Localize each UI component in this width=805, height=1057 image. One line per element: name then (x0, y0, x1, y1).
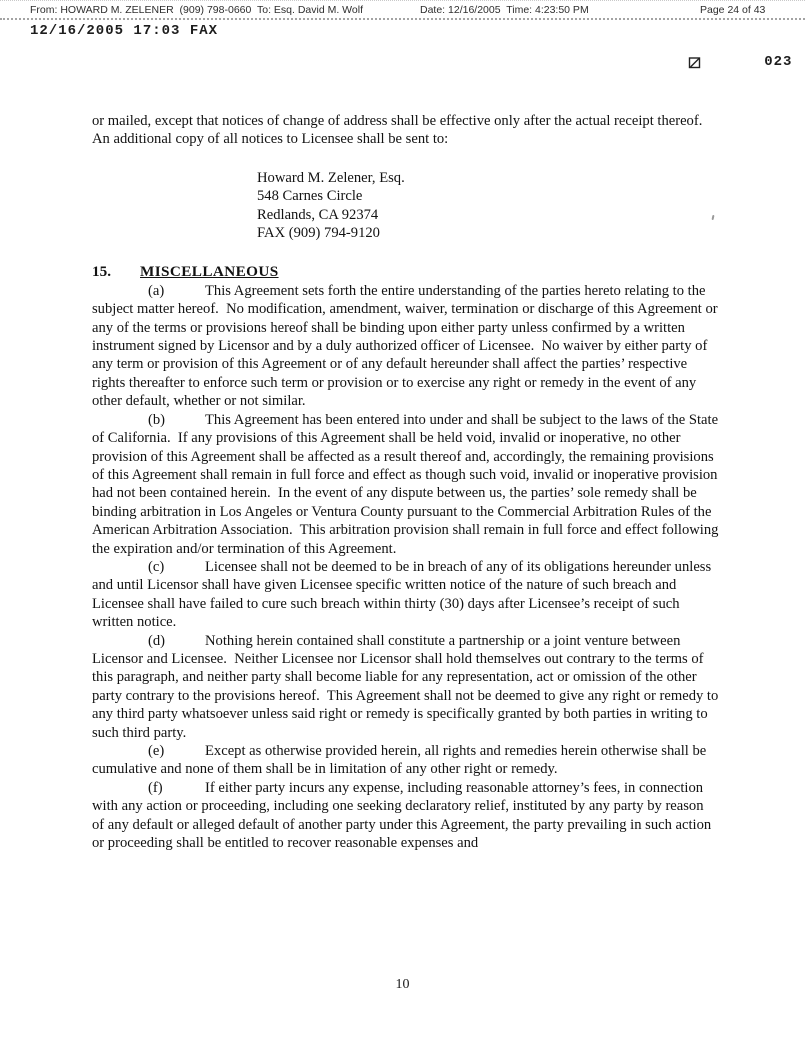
section-heading (92, 263, 719, 281)
clause-text: Licensee shall not be deemed to be in breach of any of its obligations hereunder unless and until Licensor shall have given Licensee specific written notice of the nature of such breach and Licensee shall have failed to cure such breach within thirty (30) days after Licensee’s receipt of such written notice. (92, 558, 715, 631)
header-divider-dotted-line (0, 18, 805, 20)
clause-label: (c) (148, 558, 165, 575)
address-line-fax: FAX (909) 794-9120 (257, 225, 380, 242)
address-line-name: Howard M. Zelener, Esq. (257, 169, 405, 186)
section-number: 15. (92, 263, 111, 281)
clause-text: This Agreement has been entered into under and shall be subject to the laws of the State of California. If any provisions of this Agreement shall be held void, invalid or inoperative, no other provision of this Agreement shall be affected as a result thereof and, accordingly, the remaining provisions of this Agreement shall remain in full force and effect as though such void, invalid or inoperative provision had not been contained herein. In the event of any dispute between us, the parties’ sole remedy shall be binding arbitration in Los Angeles or Ventura County pursuant to the Commercial Arbitration Rules of the American Arbitration Association. This arbitration provision shall remain in full force and effect following the expiration and/or termination of this Agreement. (92, 411, 723, 557)
clause-paragraph-f (92, 779, 719, 853)
clause-paragraph-b (92, 411, 723, 558)
notice-continuation-paragraph: or mailed, except that notices of change of address shall be effective only after the actual receipt thereof. An additional copy of all notices to Licensee shall be sent to: (92, 113, 709, 148)
clause-label: (d) (148, 632, 166, 649)
clause-label: (b) (148, 411, 166, 428)
fax-page-counter-number: 023 (764, 54, 793, 70)
clause-paragraph-e (92, 742, 719, 779)
top-dotted-line (0, 0, 805, 1)
fax-sheet-icon (688, 23, 763, 101)
clause-paragraph-d (92, 632, 722, 742)
clause-text: If either party incurs any expense, including reasonable attorney’s fees, in connection with any action or proceeding, including one seeking declaratory relief, instituted by any party by reason of any default or alleged default of another party under this Agreement, the party prevailing in such action or proceeding shall be entitled to recover reasonable expenses and (92, 779, 715, 852)
clause-label: (f) (148, 779, 163, 796)
document-body (92, 112, 723, 852)
address-line-city: Redlands, CA 92374 (257, 206, 379, 223)
clause-paragraph-a (92, 282, 722, 411)
fax-machine-stamp-row (0, 23, 805, 70)
fax-timestamp-stamp: 12/16/2005 17:03 FAX (30, 23, 219, 39)
fax-page-count: Page 24 of 43 (700, 4, 766, 16)
clause-label: (a) (148, 282, 165, 299)
clause-text: This Agreement sets forth the entire understanding of the parties hereto relating to the subject matter hereof. No modification, amendment, waiver, termination or discharge of this Agreement or any of the terms or provisions hereof shall be binding upon either party unless confirmed by a written instrument signed by Licensor and by a duly authorized officer of Licensee. No waiver by either party of any term or provision of this Agreement or of any default hereunder shall affect the parties’ respective rights thereafter to enforce such term or provision or to exercise any right or remedy in the event of any other default, whether or not similar. (92, 282, 722, 410)
fax-page-counter (688, 23, 792, 101)
section-title: MISCELLANEOUS (140, 263, 279, 281)
clause-text: Nothing herein contained shall constitute a partnership or a joint venture between Licensor and Licensee. Neither Licensee nor Licensor shall hold themselves out contrary to the terms of this paragraph, and neither party shall become liable for any representation, act or omission of the other party contrary to the provisions hereof. This Agreement shall not be deemed to give any right or remedy to any third party whatsoever unless said right or remedy is specifically granted by both parties in writing to such third party. (92, 632, 722, 741)
clause-label: (e) (148, 743, 165, 759)
fax-transmission-header (0, 3, 805, 18)
page-number: 10 (395, 977, 410, 992)
fax-datetime-line: Date: 12/16/2005 Time: 4:23:50 PM (420, 4, 589, 16)
clause-paragraph-c (92, 558, 719, 632)
recipient-address-block (257, 169, 719, 243)
fax-from-to-line: From: HOWARD M. ZELENER (909) 798-0660 To: Esq. David M. Wolf (30, 4, 363, 16)
clause-text: Except as otherwise provided herein, all rights and remedies herein otherwise shall be cumulative and none of them shall be in limitation of any other right or remedy. (92, 743, 710, 778)
address-line-street: 548 Carnes Circle (257, 188, 363, 205)
